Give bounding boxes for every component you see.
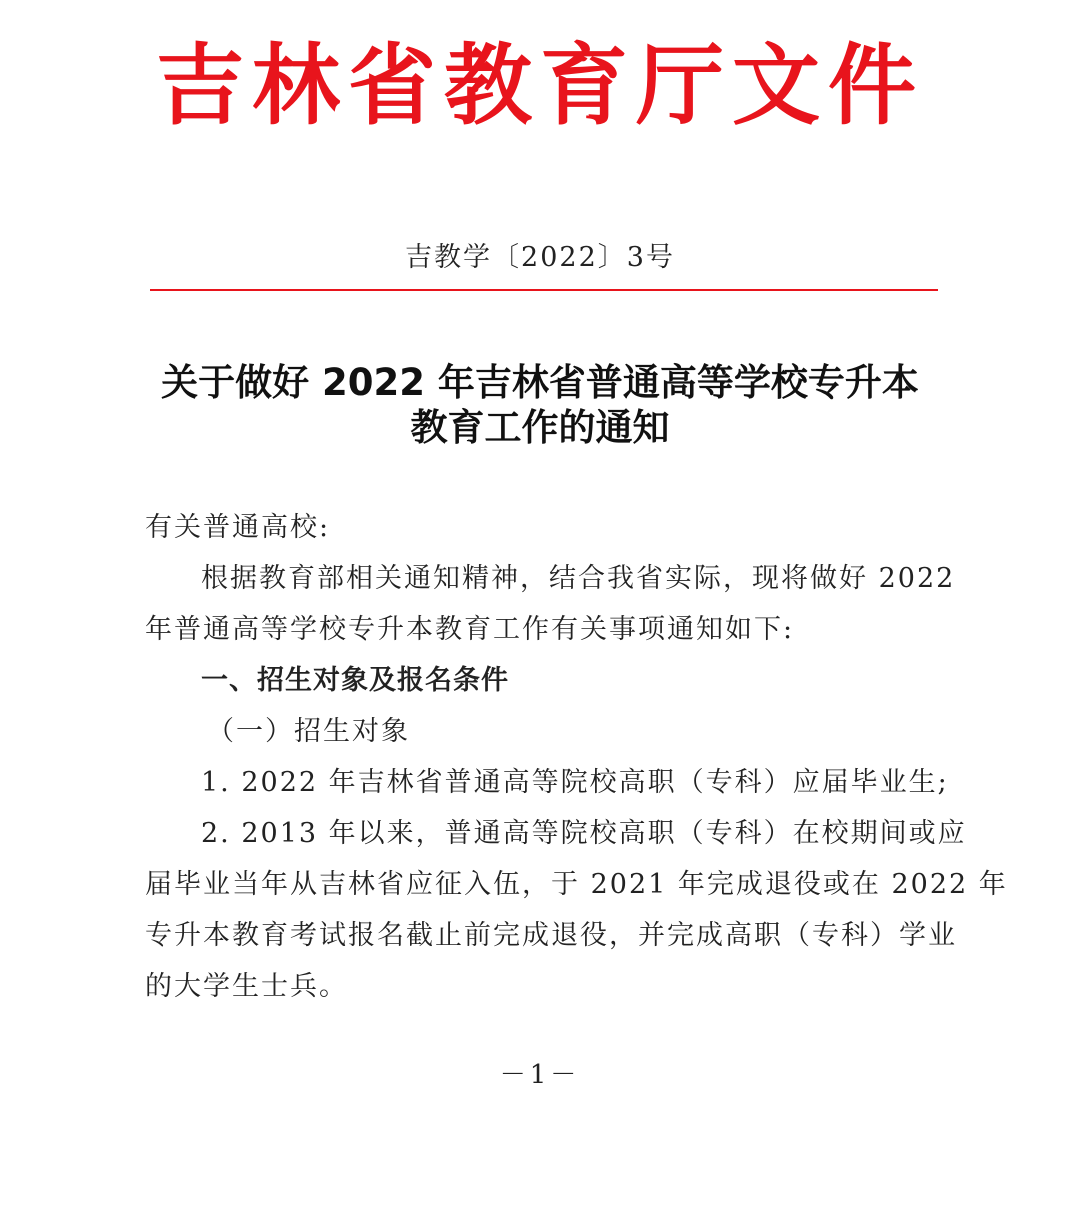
notice-title-line-2: 教育工作的通知 [410,406,670,449]
list-item-2-line-1: 2. 2013 年以来，普通高等院校高职（专科）在校期间或应 [201,818,967,849]
subsection-1-heading: （一）招生对象 [207,716,410,747]
document-number: 吉教学〔2022〕3号 [405,242,675,273]
section-1-heading: 一、招生对象及报名条件 [201,665,509,696]
issuing-authority-header: 吉林省教育厅文件 [155,33,924,137]
list-item-2-line-2: 届毕业当年从吉林省应征入伍，于 2021 年完成退役或在 2022 年 [145,869,1008,900]
notice-title [130,360,950,450]
paragraph-1-line-2: 年普通高等学校专升本教育工作有关事项通知如下: [145,614,795,645]
list-item-2-line-3: 专升本教育考试报名截止前完成退役，并完成高职（专科）学业 [145,920,957,951]
salutation: 有关普通高校: [145,512,331,543]
red-divider-rule [150,289,938,291]
list-item-2-line-4: 的大学生士兵。 [145,971,348,1002]
page-number: －1－ [499,1060,581,1090]
notice-title-line-1: 关于做好 2022 年吉林省普通高等学校专升本 [161,361,919,404]
notice-body [145,502,1008,1012]
list-item-1: 1. 2022 年吉林省普通高等院校高职（专科）应届毕业生; [201,767,949,798]
paragraph-1-line-1: 根据教育部相关通知精神，结合我省实际，现将做好 2022 [201,563,956,594]
